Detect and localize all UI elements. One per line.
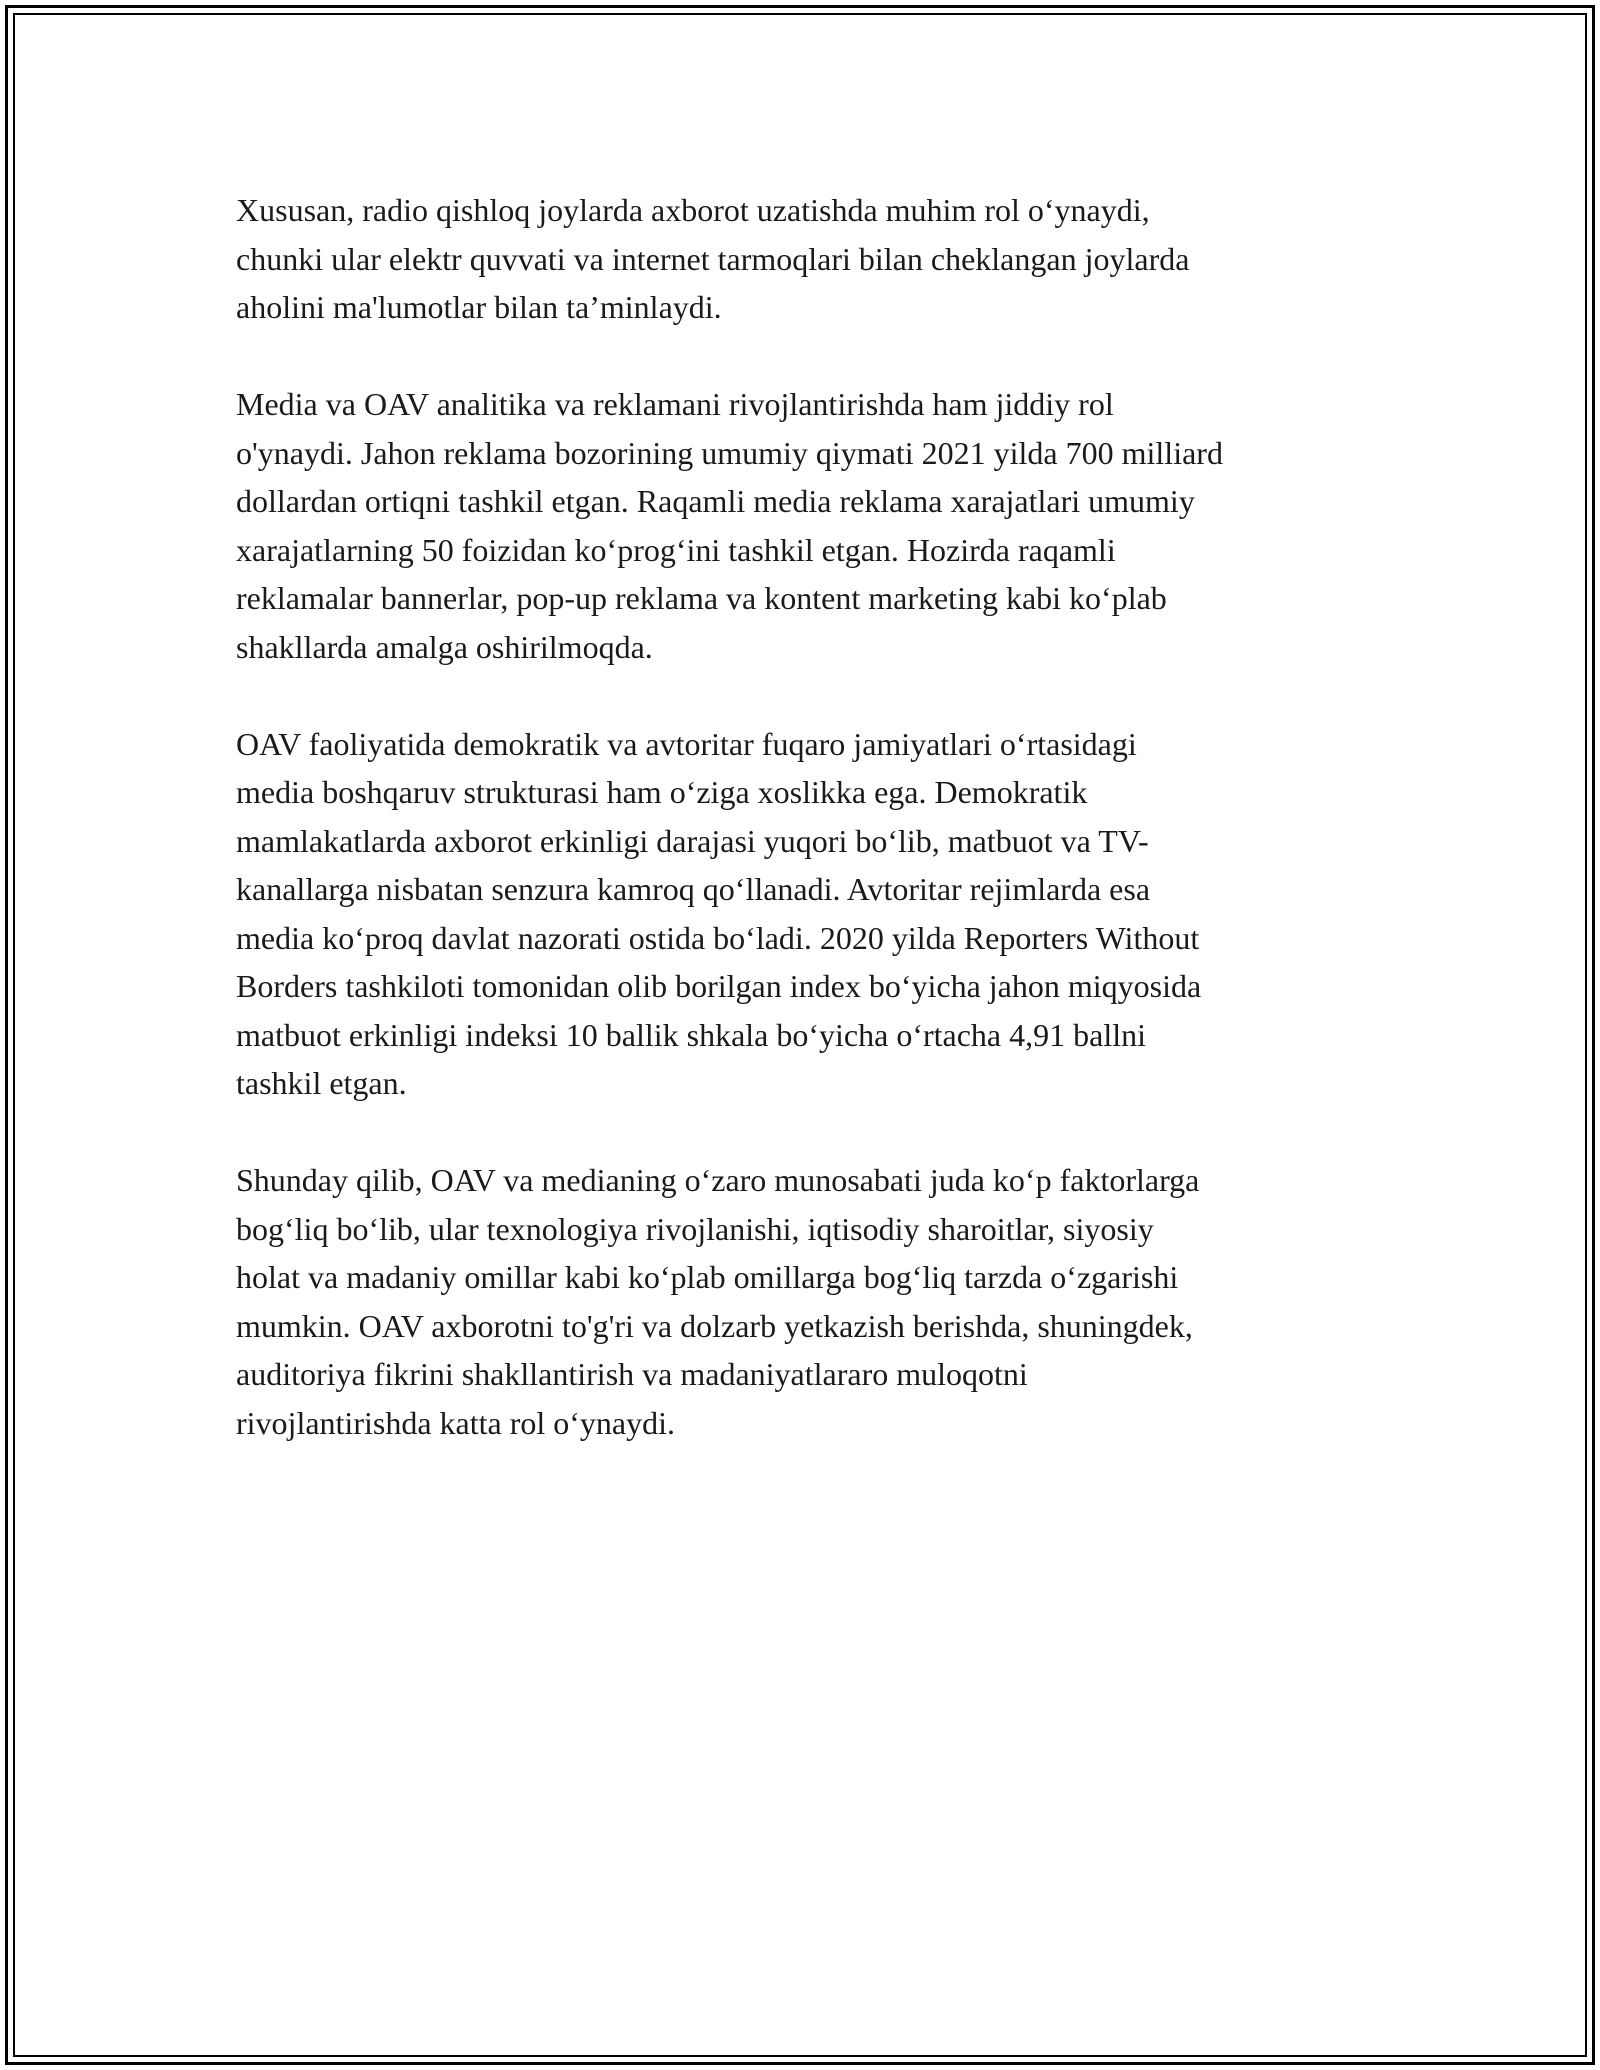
text-line: chunki ular elektr quvvati va internet tarmoqlari bilan cheklangan joylarda: [236, 240, 1190, 277]
text-line: xarajatlarning 50 foizidan koʻprogʻini tashkil etgan. Hozirda raqamli: [236, 531, 1116, 568]
text-line: aholini ma'lumotlar bilan ta’minlaydi.: [236, 289, 722, 325]
text-line: kanallarga nisbatan senzura kamroq qoʻllanadi. Avtoritar rejimlarda esa: [236, 871, 1151, 907]
text-line: reklamalar bannerlar, pop-up reklama va kontent marketing kabi koʻplab: [236, 580, 1167, 616]
text-line: shakllarda amalga oshirilmoqda.: [236, 628, 653, 665]
text-line: bogʻliq boʻlib, ular texnologiya rivojlanishi, iqtisodiy sharoitlar, siyosiy: [236, 1210, 1154, 1247]
paragraph-4: [236, 1156, 1376, 1447]
document-body: [236, 186, 1376, 1496]
paragraph-1: [236, 186, 1376, 332]
text-line: rivojlantirishda katta rol oʻynaydi.: [236, 1404, 675, 1441]
text-line: tashkil etgan.: [236, 1065, 407, 1101]
text-line: media koʻproq davlat nazorati ostida boʻladi. 2020 yilda Reporters Without: [236, 919, 1200, 956]
text-line: Media va OAV analitika va reklamani rivojlantirishda ham jiddiy rol: [236, 386, 1114, 422]
text-line: holat va madaniy omillar kabi koʻplab omillarga bogʻliq tarzda oʻzgarishi: [236, 1259, 1179, 1295]
text-line: dollardan ortiqni tashkil etgan. Raqamli media reklama xarajatlari umumiy: [236, 483, 1195, 519]
text-line: media boshqaruv strukturasi ham oʻziga xoslikka ega. Demokratik: [236, 774, 1088, 810]
text-line: Xususan, radio qishloq joylarda axborot uzatishda muhim rol oʻynaydi,: [236, 192, 1150, 228]
text-line: Shunday qilib, OAV va medianing oʻzaro munosabati juda koʻp faktorlarga: [236, 1162, 1200, 1198]
paragraph-3: [236, 720, 1376, 1108]
text-line: auditoriya fikrini shakllantirish va madaniyatlararo muloqotni: [236, 1356, 1028, 1392]
text-line: o'ynaydi. Jahon reklama bozorining umumiy qiymati 2021 yilda 700 milliard: [236, 434, 1223, 471]
text-line: mumkin. OAV axborotni to'g'ri va dolzarb yetkazish berishda, shuningdek,: [236, 1307, 1193, 1344]
text-line: OAV faoliyatida demokratik va avtoritar fuqaro jamiyatlari oʻrtasidagi: [236, 725, 1137, 762]
paragraph-2: [236, 380, 1376, 671]
text-line: mamlakatlarda axborot erkinligi darajasi yuqori boʻlib, matbuot va TV-: [236, 822, 1149, 859]
text-line: matbuot erkinligi indeksi 10 ballik shkala boʻyicha oʻrtacha 4,91 ballni: [236, 1016, 1146, 1053]
text-line: Borders tashkiloti tomonidan olib borilgan index boʻyicha jahon miqyosida: [236, 968, 1202, 1004]
